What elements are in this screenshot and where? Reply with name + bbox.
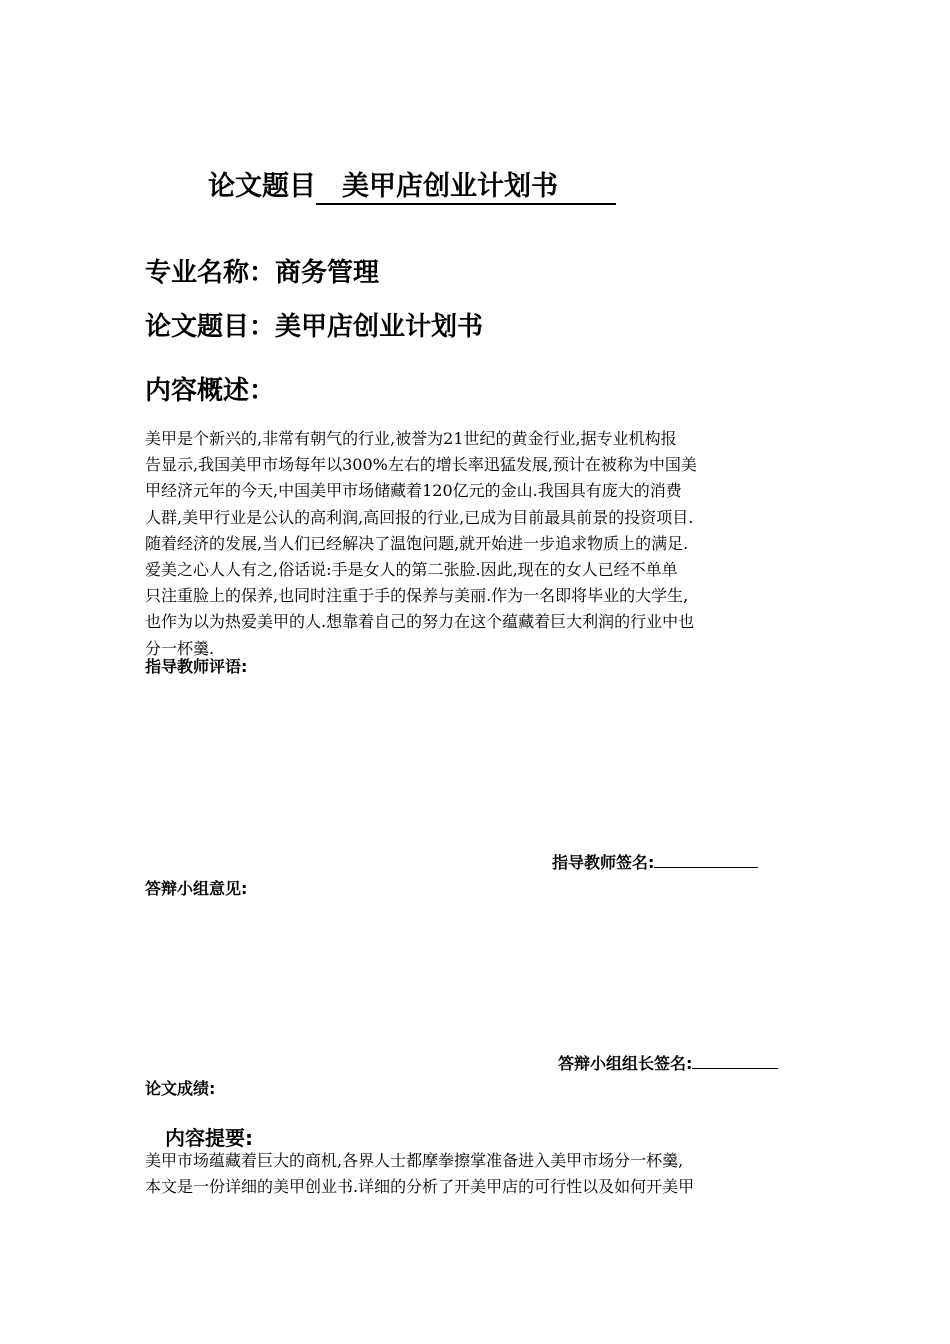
abstract-paragraph	[145, 1148, 813, 1200]
advisor-comment-label: 指导教师评语:	[145, 657, 248, 676]
overview-heading: 内容概述：	[145, 376, 276, 406]
document-title	[208, 164, 616, 205]
defense-leader-signature	[558, 1051, 778, 1074]
overview-line: 只注重脸上的保养,也同时注重于手的保养与美丽.作为一名即将毕业的大学生,	[145, 586, 689, 606]
abstract-line: 美甲市场蕴藏着巨大的商机,各界人士都摩拳擦掌准备进入美甲市场分一杯羹,	[145, 1151, 684, 1170]
defense-opinion-label: 答辩小组意见:	[145, 879, 248, 898]
defense-leader-signature-line	[692, 1054, 778, 1069]
thesis-title-line: 论文题目：美甲店创业计划书	[145, 312, 484, 342]
abstract-heading: 内容提要:	[165, 1126, 253, 1150]
overview-line: 告显示,我国美甲市场每年以300%左右的增长率迅猛发展,预计在被称为中国美	[145, 455, 697, 475]
overview-line: 甲经济元年的今天,中国美甲市场储藏着120亿元的金山.我国具有庞大的消费	[145, 481, 682, 501]
abstract-line: 本文是一份详细的美甲创业书.详细的分析了开美甲店的可行性以及如何开美甲	[145, 1177, 695, 1197]
defense-leader-signature-label: 答辩小组组长签名:	[558, 1054, 693, 1073]
overview-line: 美甲是个新兴的,非常有朝气的行业,被誉为21世纪的黄金行业,据专业机构报	[145, 429, 677, 448]
grade-label: 论文成绩:	[145, 1079, 216, 1098]
title-value: 美甲店创业计划书	[342, 171, 558, 202]
advisor-signature-label: 指导教师签名:	[552, 853, 655, 872]
overview-line: 也作为以为热爱美甲的人.想靠着自己的努力在这个蕴藏着巨大利润的行业中也	[145, 612, 695, 632]
advisor-signature-line	[654, 853, 758, 868]
title-label: 论文题目	[208, 171, 316, 202]
overview-line: 爱美之心人人有之,俗话说:手是女人的第二张脸.因此,现在的女人已经不单单	[145, 560, 678, 580]
title-value-field	[316, 171, 616, 205]
major-line: 专业名称：商务管理	[145, 258, 380, 288]
overview-line: 随着经济的发展,当人们已经解决了温饱问题,就开始进一步追求物质上的满足.	[145, 533, 689, 553]
overview-paragraph	[145, 426, 813, 662]
advisor-signature	[552, 850, 758, 873]
overview-line: 人群,美甲行业是公认的高利润,高回报的行业,已成为目前最具前景的投资项目.	[145, 507, 694, 527]
overview-line: 分一杯羹.	[145, 638, 215, 658]
